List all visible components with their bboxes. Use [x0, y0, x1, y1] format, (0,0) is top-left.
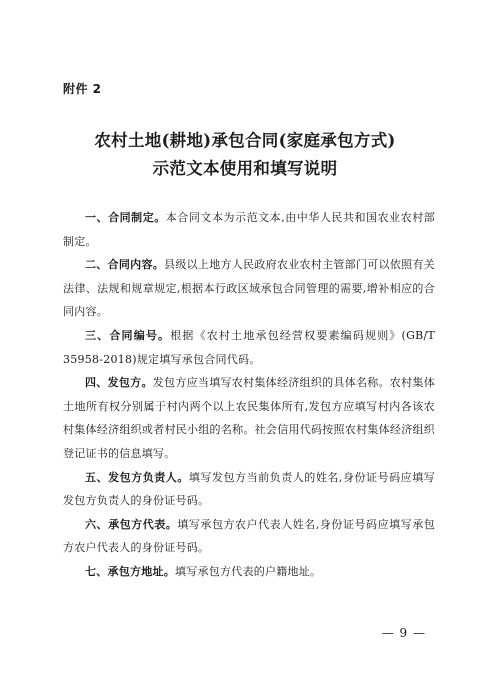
document-title-line1: 农村土地(耕地)承包合同(家庭承包方式): [94, 131, 396, 150]
document-title-line2: 示范文本使用和填写说明: [152, 159, 338, 178]
paragraph-5: [63, 466, 435, 513]
paragraph-1: [63, 206, 435, 253]
paragraph-heading: 二、合同内容。: [85, 258, 165, 272]
paragraph-text: 根据《农村土地承包经营权要素编码规则》(GB/T 35958-2018)规定填写承包合同代码。: [63, 328, 435, 366]
paragraph-text: 填写承包方农户代表人姓名,身份证号码应填写承包方农户代表人的身份证号码。: [63, 517, 436, 555]
paragraph-heading: 一、合同制定。: [85, 211, 166, 224]
paragraph-heading: 六、承包方代表。: [85, 517, 178, 531]
page-number: — 9 —: [381, 626, 426, 640]
paragraph-text: 填写承包方代表的户籍地址。: [175, 564, 322, 578]
document-body: [63, 206, 435, 584]
paragraph-heading: 七、承包方地址。: [85, 564, 175, 578]
paragraph-text: 县级以上地方人民政府农业农村主管部门可以依照有关法律、法规和规章规定,根据本行政区域承包合同管理的需要,增补相应的合同内容。: [63, 258, 436, 319]
paragraph-heading: 五、发包方负责人。: [85, 470, 189, 484]
paragraph-text: 本合同文本为示范文本,由中华人民共和国农业农村部制定。: [63, 211, 436, 248]
paragraph-4: [63, 371, 435, 465]
paragraph-text: 发包方应当填写农村集体经济组织的具体名称。农村集体土地所有权分别属于村内两个以上农民集体所有,发包方应填写村内各该农村集体经济组织或者村民小组的名称。社会信用代码按照农村集体经济组织登记证书的信息填写。: [63, 376, 435, 460]
paragraph-2: [63, 253, 435, 324]
paragraph-heading: 四、发包方。: [85, 376, 153, 390]
paragraph-7: [63, 560, 435, 584]
paragraph-heading: 三、合同编号。: [85, 328, 171, 342]
paragraph-3: [63, 324, 435, 371]
paragraph-6: [63, 513, 435, 560]
attachment-label: 附件 2: [63, 82, 102, 96]
paragraph-text: 填写发包方当前负责人的姓名,身份证号码应填写发包方负责人的身份证号码。: [63, 470, 435, 508]
